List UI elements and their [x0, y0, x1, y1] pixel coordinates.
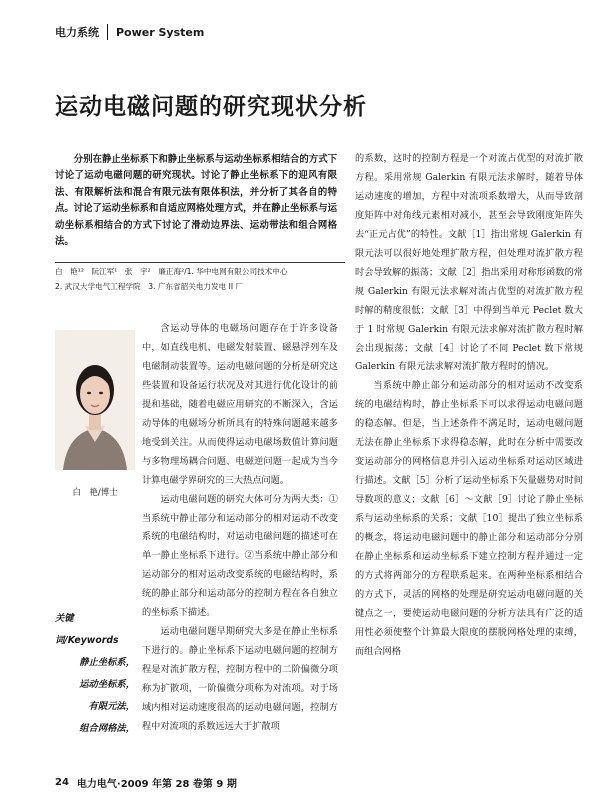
body-paragraph: 运动电磁问题早期研究大多是在静止坐标系下进行的。静止坐标系下运动电磁问题的控制方程是对流扩散方程，控制方程中的二阶偏微分项称为扩散项，一阶偏微分项称为对流项。对于场域内相对运动速度很高的运动电磁问题，控制方程中对流项的系数远远大于扩散项 [142, 626, 338, 733]
body-column-right [355, 150, 583, 662]
photo-caption: 白 艳/博士 [72, 488, 118, 498]
keywords-label: 关键词/Keywords [55, 613, 119, 646]
keyword-item: 有限元法， [88, 701, 135, 712]
abstract: 分别在静止坐标系下和静止坐标系与运动坐标系相结合的方式下讨论了运动电磁问题的研究现状。讨论了静止坐标系下的迎风有限法、有限解析法和混合有限元法有限体积法，并分析了其各自的特点。讨论了运动坐标系和自适应网格处理方式，并在静止坐标系与运动坐标系相结合的方式下讨论了滑动边界法、运动带法和组合网格法。 [55, 154, 337, 248]
section-name-en: Power System [116, 25, 205, 39]
body-column-middle [142, 320, 338, 737]
keyword-item: 运动坐标系， [79, 679, 135, 690]
author-photo [55, 330, 135, 470]
page-footer [55, 775, 237, 790]
body-paragraph: 的系数，这时的控制方程是一个对流占优型的对流扩散方程。采用常规 Galerkin 有限元法求解时，随着导体运动速度的增加，方程中对流项系数增大，从而导致剖度矩阵中对角线元素相对减小，甚至会导致刚度矩阵失去“正元占优”的特性。文献［1］指出常规 Galerkin 有限元法可以很好地处理扩散方程，但处理对流扩散方程时会导致解的振荡；文献［2］指出采用对称形函数的常规 Galerkin 有限元法求解对流占优型的对流扩散方程时解的精度很低；文献［3］中得到当单元 Peclet 数大于 1 时常规 Galerkin 有限元法求解对流扩散方程时解会出现振荡；文献［4］讨论了不同 Peclet 数下常规 Galerkin 有限元法求解对流扩散方程时的情况。 [355, 153, 583, 373]
journal-info: 电力电气·2009 年第 28 卷第 9 期 [76, 779, 237, 790]
author-portrait-image [55, 330, 135, 470]
author-names: 白 艳¹² 阮江军¹ 张 宇² 廉正海²/1. 华中电网有限公司技术中心 [55, 262, 345, 279]
article-title: 运动电磁问题的研究现状分析 [55, 94, 367, 120]
body-paragraph: 运动电磁问题的研究大体可分为两大类：①当系统中静止部分和运动部分的相对运动不改变系统的电磁结构时，对运动电磁问题的描述可在单一静止坐标系下进行。②当系统中静止部分和运动部分的相对运动改变系统的电磁结构时，系统的静止部分和运动部分的控制方程在各自独立的坐标系下描述。 [142, 493, 338, 619]
running-header [55, 22, 204, 42]
author-block [55, 262, 345, 294]
keyword-item: 组合网格法， [79, 723, 135, 734]
author-affiliations: 2. 武汉大学电气工程学院 3. 广东省韶关电力发电 II 厂 [55, 282, 244, 291]
body-paragraph: 含运动导体的电磁场问题存在于许多设备中，如直线电机、电磁发射装置、磁悬浮列车及电磁制动装置等。运动电磁问题的分析是研究这些装置和设备运行状况及对其进行优化设计的前提和基础，随着电磁应用研究的不断深入，含运动导体的电磁场分析所具有的特殊问题越来越多地受到关注。从而使得运动电磁场数值计算问题与多物理场耦合问题、电磁逆问题一起成为当今计算电磁学界研究的三大热点问题。 [142, 323, 338, 486]
section-name-cn: 电力系统 [55, 26, 99, 39]
keywords-block [55, 608, 135, 740]
body-paragraph: 当系统中静止部分和运动部分的相对运动不改变系统的电磁结构时，静止坐标系下可以求得运动电磁问题的稳态解。但是，当上述条件不满足时，运动电磁问题无法在静止坐标系下求得稳态解，此时在分析中需要改变运动部分的网格信息并引入运动坐标系对运动区域进行描述。文献［5］分析了运动坐标系下矢量磁势对时间导数项的意义；文献［6］～文献［9］讨论了静止坐标系与运动坐标系的关系；文献［10］提出了独立坐标系的概念，将运动电磁问题中的静止部分和运动部分分别在静止坐标系和运动坐标系下建立控制方程并通过一定的方式将两部分的方程联系起来。在两种坐标系相结合的方式下，灵活的网格的处理是研究运动电磁问题的关键点之一，要使运动电磁问题的分析方法具有广泛的适用性必须使整个计算最大限度的摆脱网格处理的束缚，而组合网格 [355, 380, 583, 657]
keyword-item: 静止坐标系， [79, 657, 135, 668]
page-number: 24 [55, 777, 69, 788]
header-divider [107, 24, 108, 40]
